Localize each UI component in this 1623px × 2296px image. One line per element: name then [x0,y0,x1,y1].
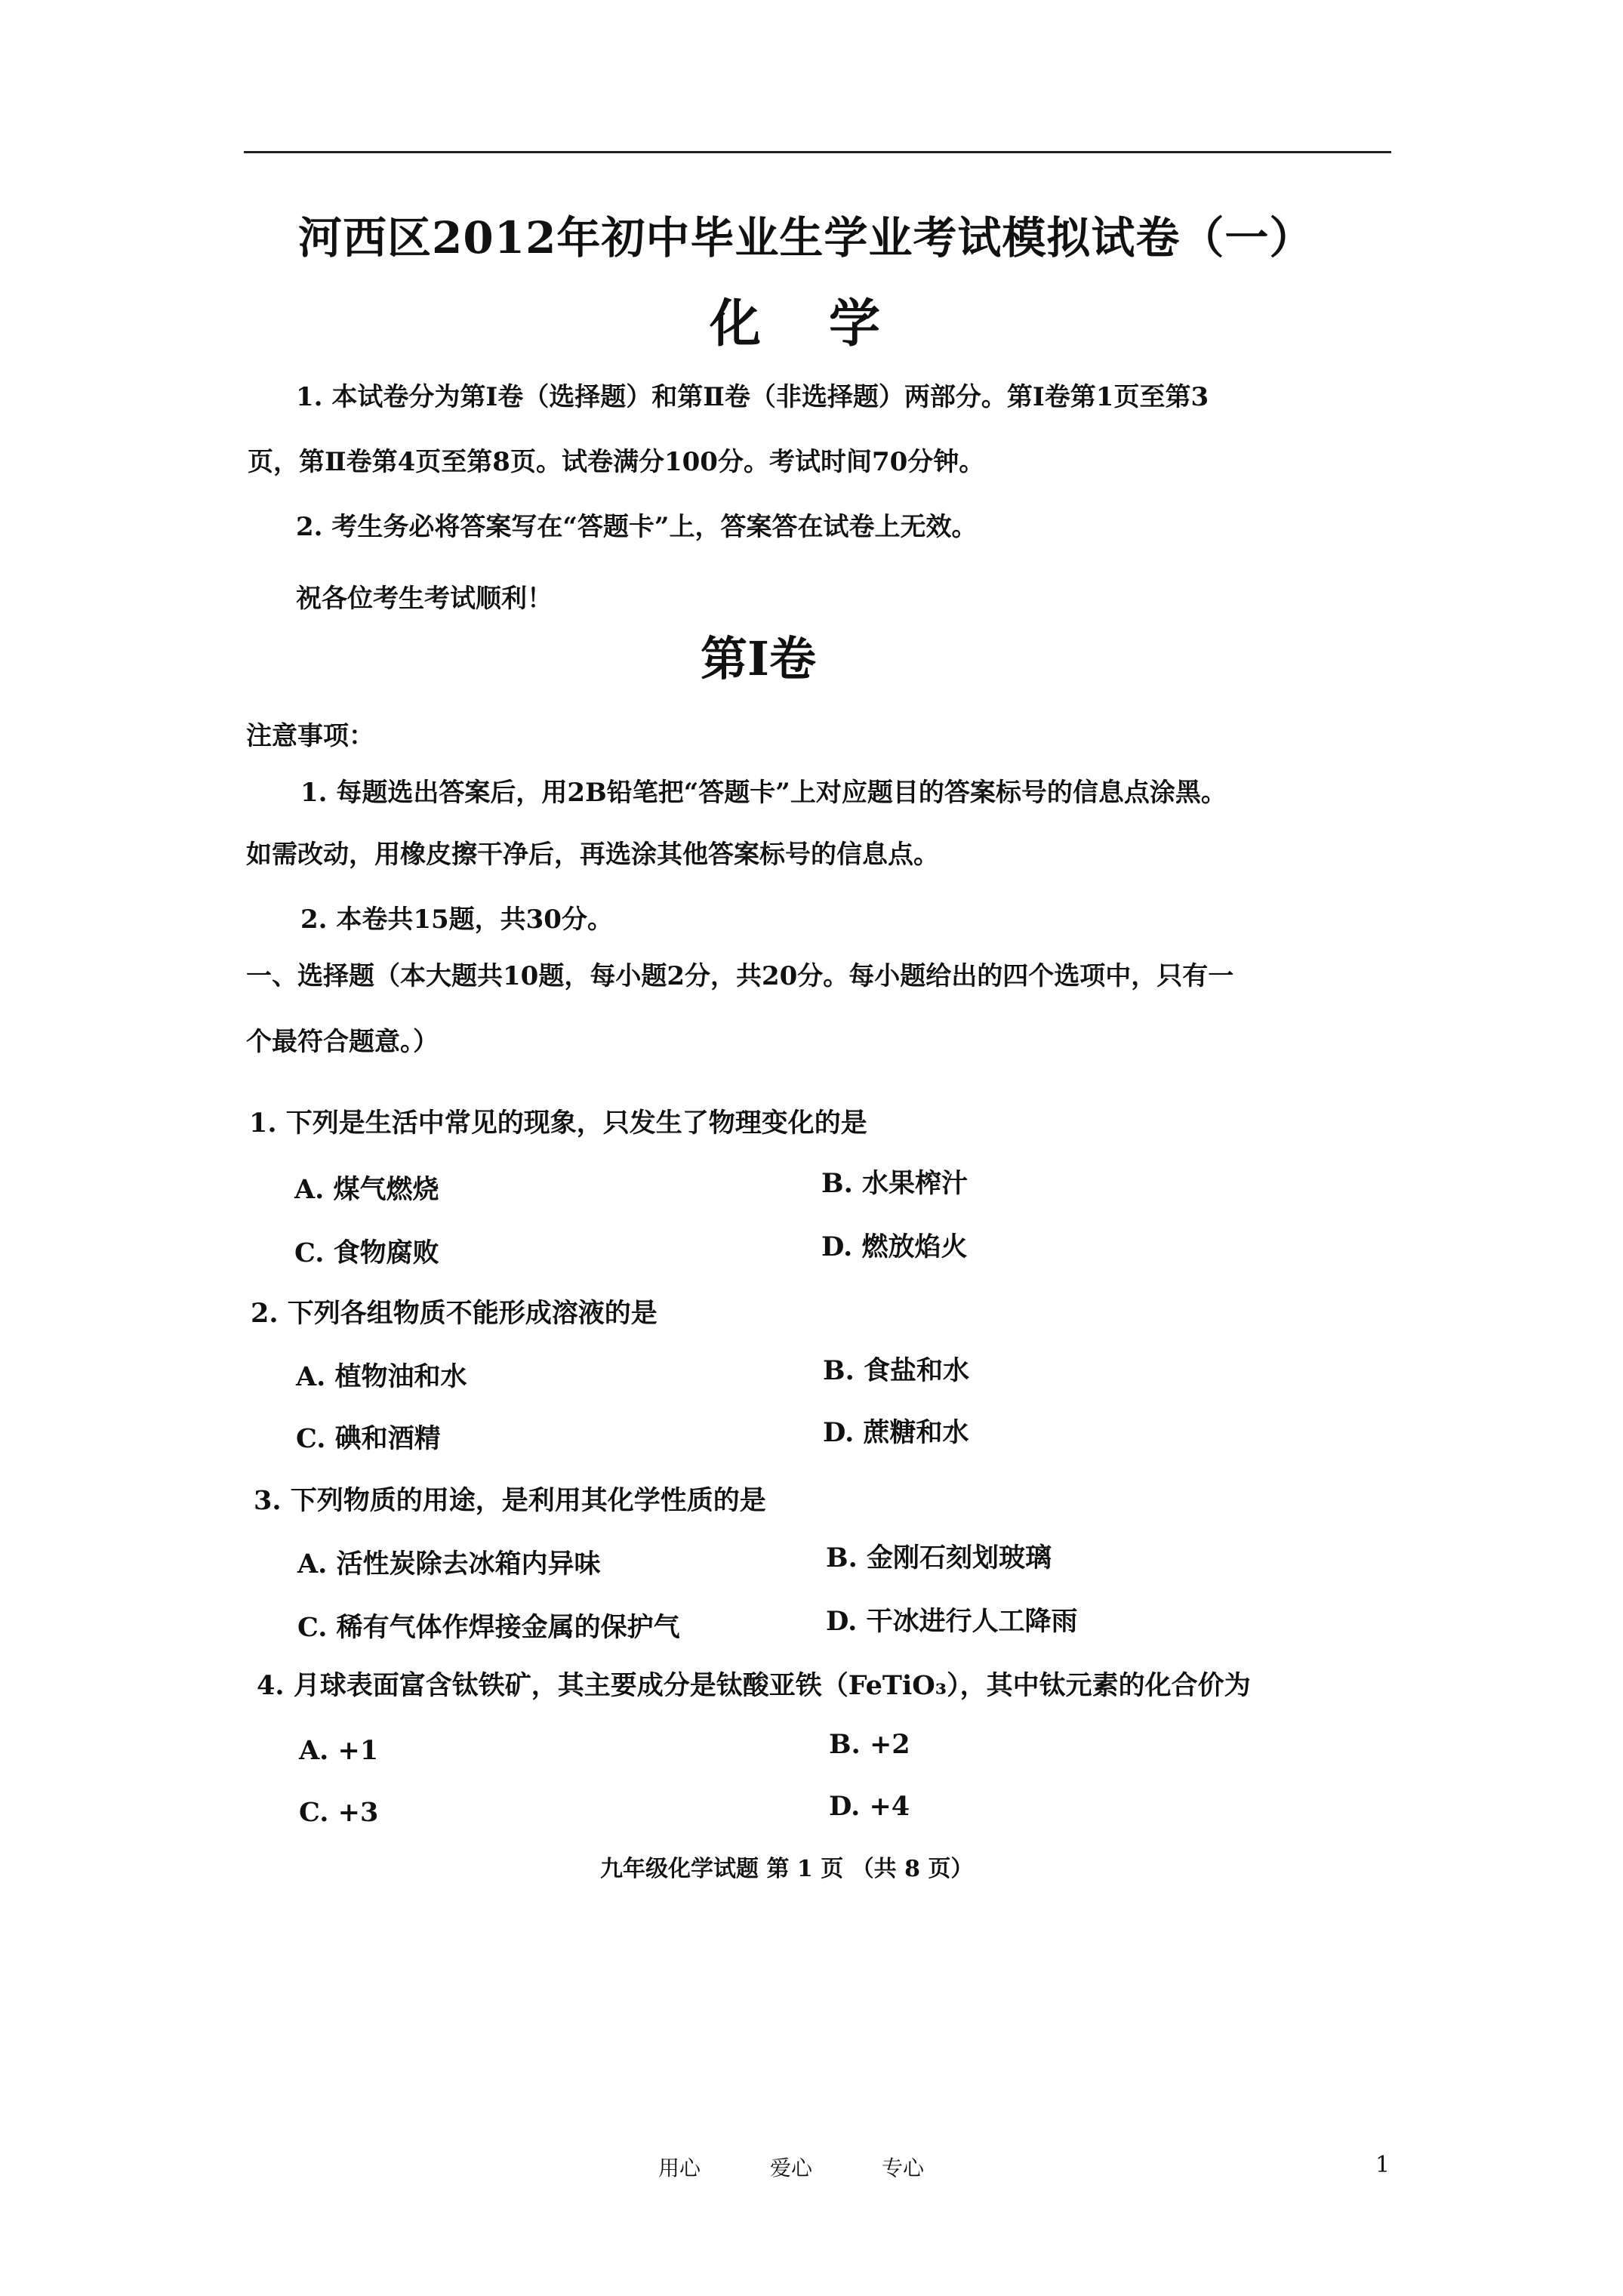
motto-word-3: 专心 [882,2156,925,2180]
exam-page-footer: 九年级化学试题 第 1 页 （共 8 页） [600,1856,974,1882]
question-3-stem: 3. 下列物质的用途，是利用其化学性质的是 [254,1485,766,1516]
motto-word-2: 爱心 [770,2156,813,2180]
instruction-line-2: 页，第Ⅱ卷第4页至第8页。试卷满分100分。考试时间70分钟。 [248,447,985,477]
question-3-option-c: C. 稀有气体作焊接金属的保护气 [297,1612,680,1643]
header-rule [244,151,1391,153]
good-luck-line: 祝各位考生考试顺利！ [296,584,553,614]
instruction-line-3: 2. 考生务必将答案写在“答题卡”上，答案答在试卷上无效。 [296,512,978,542]
note-2: 2. 本卷共15题，共30分。 [300,905,613,935]
question-3-option-a: A. 活性炭除去冰箱内异味 [297,1549,601,1579]
note-1-line-1: 1. 每题选出答案后，用2B铅笔把“答题卡”上对应题目的答案标号的信息点涂黑。 [300,778,1227,808]
question-4-option-d: D. +4 [829,1791,910,1822]
note-1-line-2: 如需改动，用橡皮擦干净后，再选涂其他答案标号的信息点。 [246,840,939,870]
question-3-option-d: D. 干冰进行人工降雨 [826,1606,1078,1637]
question-2-option-b: B. 食盐和水 [823,1355,969,1386]
page-number: 1 [1375,2152,1390,2178]
question-2-stem: 2. 下列各组物质不能形成溶液的是 [251,1298,658,1329]
question-4-option-a: A. +1 [299,1735,379,1766]
subject-title: 化学 [710,294,949,354]
question-4-option-c: C. +3 [299,1797,379,1828]
instruction-line-1: 1. 本试卷分为第Ⅰ卷（选择题）和第Ⅱ卷（非选择题）两部分。第Ⅰ卷第1页至第3 [296,382,1209,412]
question-3-option-b: B. 金刚石刻划玻璃 [826,1542,1052,1573]
question-1-stem: 1. 下列是生活中常见的现象，只发生了物理变化的是 [249,1108,867,1139]
question-4-option-b: B. +2 [829,1729,910,1760]
question-1-option-c: C. 食物腐败 [294,1237,439,1268]
question-4-stem: 4. 月球表面富含钛铁矿，其主要成分是钛酸亚铁（FeTiO₃），其中钛元素的化合价为 [257,1670,1251,1701]
question-1-option-b: B. 水果榨汁 [821,1168,968,1199]
part-heading-line-2: 个最符合题意。） [246,1027,439,1057]
question-2-option-d: D. 蔗糖和水 [823,1417,969,1448]
part-heading-line-1: 一、选择题（本大题共10题，每小题2分，共20分。每小题给出的四个选项中，只有一 [246,961,1234,991]
notes-heading: 注意事项： [246,721,374,751]
section-title: 第Ⅰ卷 [701,631,817,686]
motto-word-1: 用心 [658,2156,701,2180]
question-2-option-c: C. 碘和酒精 [296,1423,441,1454]
question-2-option-a: A. 植物油和水 [296,1361,467,1392]
question-1-option-a: A. 煤气燃烧 [294,1174,439,1205]
exam-title: 河西区2012年初中毕业生学业考试模拟试卷（一） [298,212,1314,264]
question-1-option-d: D. 燃放焰火 [821,1231,968,1262]
